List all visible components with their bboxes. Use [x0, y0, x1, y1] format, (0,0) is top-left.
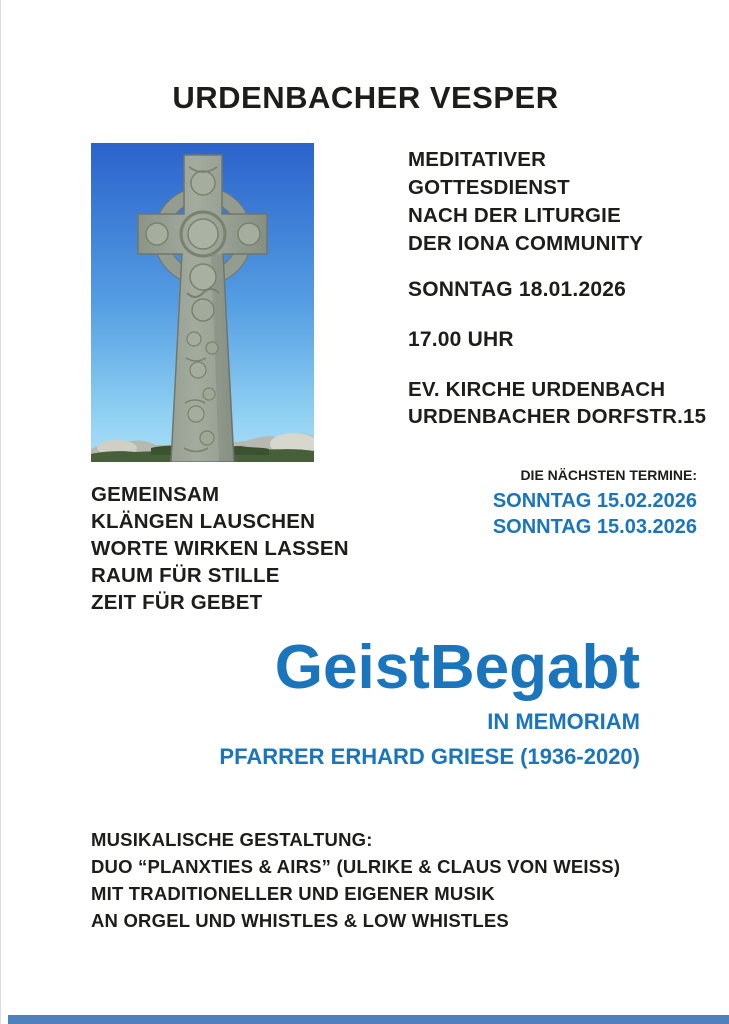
- celtic-cross-photo: [91, 143, 314, 462]
- music-line: AN ORGEL UND WHISTLES & LOW WHISTLES: [91, 910, 509, 931]
- footer-accent-bar: [8, 1015, 729, 1024]
- service-description-line: NACH DER LITURGIE: [408, 204, 621, 227]
- celtic-cross-image: [91, 143, 314, 462]
- motto-line: ZEIT FÜR GEBET: [91, 591, 263, 614]
- service-location-line: EV. KIRCHE URDENBACH: [408, 378, 666, 401]
- service-description-line: DER IONA COMMUNITY: [408, 232, 644, 255]
- music-line: MIT TRADITIONELLER UND EIGENER MUSIK: [91, 883, 495, 904]
- service-location-line: URDENBACHER DORFSTR.15: [408, 405, 707, 428]
- service-time: 17.00 UHR: [408, 328, 514, 351]
- service-date: SONNTAG 18.01.2026: [408, 278, 626, 301]
- next-dates: [493, 467, 697, 540]
- motto-line: RAUM FÜR STILLE: [91, 564, 280, 587]
- music-block: [91, 826, 620, 934]
- service-description-line: MEDITATIVER: [408, 148, 547, 171]
- service-location: [408, 376, 706, 430]
- next-date: SONNTAG 15.02.2026: [492, 490, 697, 512]
- motto-line: GEMEINSAM: [91, 483, 220, 506]
- service-description-line: GOTTESDIENST: [408, 176, 570, 199]
- music-line: MUSIKALISCHE GESTALTUNG:: [91, 829, 373, 850]
- page-title: URDENBACHER VESPER: [172, 80, 559, 115]
- motto-line: KLÄNGEN LAUSCHEN: [91, 510, 316, 533]
- music-line: DUO “PLANXTIES & AIRS” (ULRIKE & CLAUS VON WEISS): [91, 856, 621, 877]
- next-date: SONNTAG 15.03.2026: [492, 516, 697, 538]
- memorial-subtitle: IN MEMORIAM: [487, 709, 640, 734]
- motto-line: WORTE WIRKEN LASSEN: [91, 537, 349, 560]
- service-description: [408, 146, 643, 258]
- next-dates-heading: DIE NÄCHSTEN TERMINE:: [520, 467, 697, 483]
- memorial-block: [219, 634, 640, 770]
- motto-block: [91, 481, 349, 616]
- memorial-title: GeistBegabt: [274, 633, 640, 702]
- memorial-person: PFARRER ERHARD GRIESE (1936-2020): [219, 744, 640, 769]
